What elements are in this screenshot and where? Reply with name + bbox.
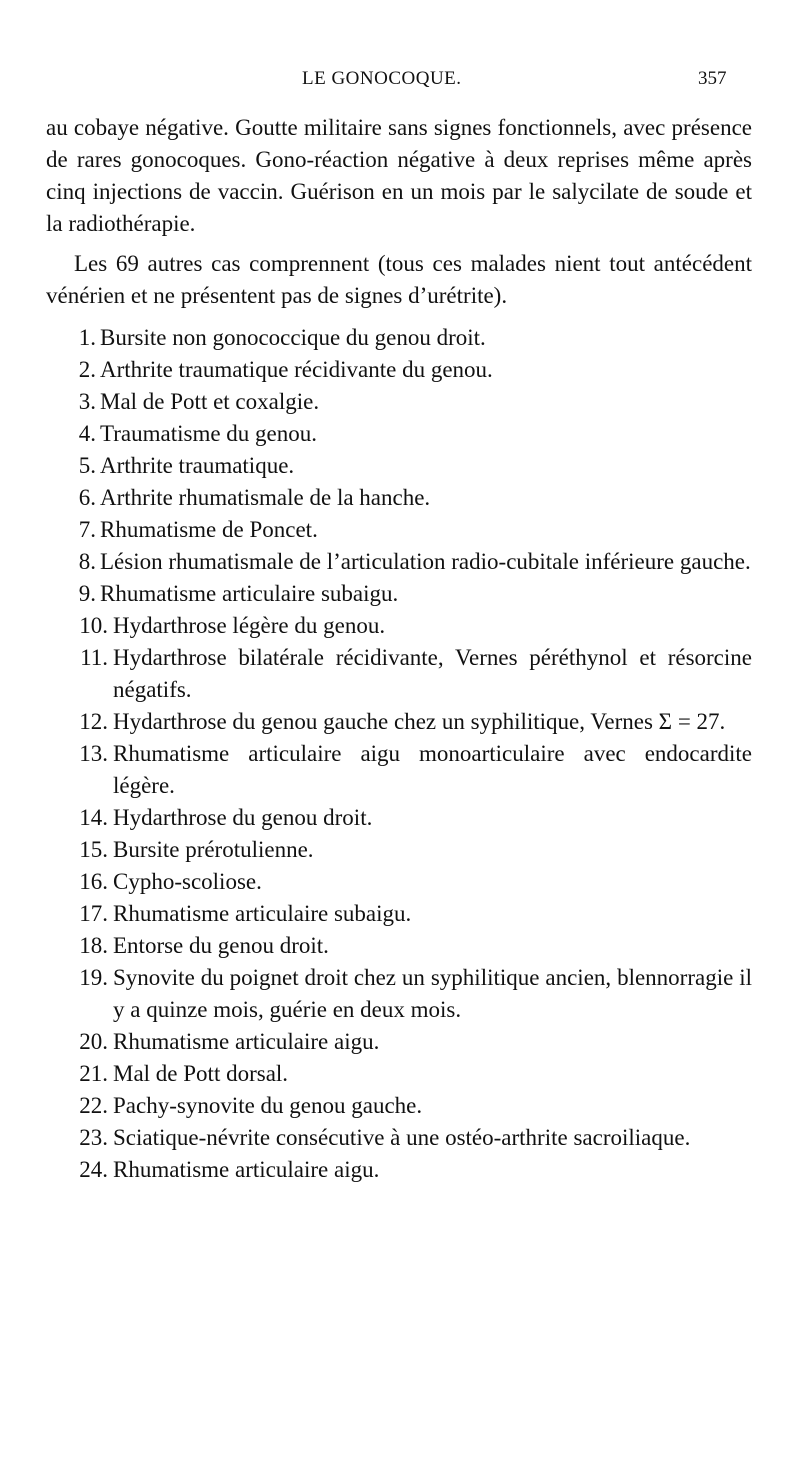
paragraph-intro: Les 69 autres cas comprennent (tous ces malades nient tout antécédent vénérien et ne présentent pas de signes d’urétrite). bbox=[46, 251, 752, 308]
list-item bbox=[46, 706, 752, 738]
list-item bbox=[46, 610, 752, 642]
case-text: Arthrite traumatique. bbox=[100, 453, 295, 478]
list-item bbox=[46, 1122, 752, 1154]
case-text: Traumatisme du genou. bbox=[100, 421, 317, 446]
list-item bbox=[46, 546, 752, 578]
case-text: Sciatique-névrite consécutive à une ostéo-arthrite sacroiliaque. bbox=[113, 1125, 691, 1150]
case-text: Cypho-scoliose. bbox=[113, 869, 262, 894]
case-number: 9. bbox=[78, 581, 96, 606]
case-number: 1. bbox=[78, 325, 96, 350]
case-text: Rhumatisme articulaire subaigu. bbox=[113, 901, 412, 926]
case-number: 3. bbox=[78, 389, 96, 414]
case-number: 20. bbox=[79, 1029, 108, 1054]
case-number: 12. bbox=[79, 709, 108, 734]
case-number: 6. bbox=[78, 485, 96, 510]
case-number: 15. bbox=[79, 837, 108, 862]
case-number: 21. bbox=[79, 1061, 108, 1086]
case-text: Mal de Pott dorsal. bbox=[113, 1061, 289, 1086]
list-item bbox=[46, 514, 752, 546]
case-number: 17. bbox=[79, 901, 108, 926]
case-number: 18. bbox=[79, 933, 108, 958]
list-item bbox=[46, 642, 752, 706]
case-text: Bursite prérotulienne. bbox=[113, 837, 314, 862]
case-text: Mal de Pott et coxalgie. bbox=[100, 389, 320, 414]
paragraph-continuation: au cobaye négative. Goutte militaire sans signes fonctionnels, avec présence de rares gonocoques. Gono-réaction négative à deux reprises même après cinq injections de vaccin. Guérison en un mois par le salycilate de soude et la radiothérapie. bbox=[46, 115, 752, 236]
case-text: Pachy-synovite du genou gauche. bbox=[113, 1093, 423, 1118]
list-item bbox=[46, 866, 752, 898]
case-text: Rhumatisme articulaire subaigu. bbox=[100, 581, 399, 606]
case-text: Hydarthrose légère du genou. bbox=[113, 613, 386, 638]
list-item bbox=[46, 898, 752, 930]
list-item bbox=[46, 738, 752, 802]
list-item bbox=[46, 1058, 752, 1090]
list-item bbox=[46, 450, 752, 482]
case-text: Hydarthrose du genou droit. bbox=[113, 805, 373, 830]
case-number: 23. bbox=[79, 1125, 108, 1150]
case-text: Bursite non gonococcique du genou droit. bbox=[100, 325, 486, 350]
case-text: Rhumatisme de Poncet. bbox=[100, 517, 318, 542]
case-text: Synovite du poignet droit chez un syphilitique ancien, blennorragie il y a quinze mois, guérie en deux mois. bbox=[113, 965, 752, 1022]
case-number: 4. bbox=[78, 421, 96, 446]
list-item bbox=[46, 962, 752, 1026]
case-number: 2. bbox=[78, 357, 96, 382]
list-item bbox=[46, 322, 752, 354]
case-number: 7. bbox=[78, 517, 96, 542]
case-text: Entorse du genou droit. bbox=[113, 933, 329, 958]
page-number: 357 bbox=[698, 68, 727, 89]
case-number: 13. bbox=[79, 741, 108, 766]
case-number: 16. bbox=[79, 869, 108, 894]
list-item bbox=[46, 1026, 752, 1058]
case-text: Lésion rhumatismale de l’articulation radio-cubitale inférieure gauche. bbox=[100, 549, 751, 574]
list-item bbox=[46, 930, 752, 962]
list-item bbox=[46, 802, 752, 834]
case-text: Rhumatisme articulaire aigu monoarticulaire avec endocardite légère. bbox=[113, 741, 752, 798]
running-title: LE GONOCOQUE. bbox=[302, 68, 462, 89]
case-text: Hydarthrose bilatérale récidivante, Vernes péréthynol et résorcine négatifs. bbox=[113, 645, 752, 702]
list-item bbox=[46, 578, 752, 610]
case-text: Arthrite traumatique récidivante du genou. bbox=[100, 357, 493, 382]
case-list bbox=[46, 322, 752, 1186]
case-number: 5. bbox=[78, 453, 96, 478]
case-text: Hydarthrose du genou gauche chez un syphilitique, Vernes Σ = 27. bbox=[113, 709, 726, 734]
list-item bbox=[46, 386, 752, 418]
case-text: Rhumatisme articulaire aigu. bbox=[113, 1157, 380, 1182]
case-number: 8. bbox=[78, 549, 96, 574]
case-number: 22. bbox=[79, 1093, 108, 1118]
list-item bbox=[46, 1154, 752, 1186]
case-text: Arthrite rhumatismale de la hanche. bbox=[100, 485, 431, 510]
case-number: 10. bbox=[79, 613, 108, 638]
case-number: 19. bbox=[79, 965, 108, 990]
case-number: 14. bbox=[79, 805, 108, 830]
list-item bbox=[46, 354, 752, 386]
case-number: 24. bbox=[79, 1157, 108, 1182]
list-item bbox=[46, 482, 752, 514]
list-item bbox=[46, 834, 752, 866]
running-head bbox=[0, 68, 800, 98]
case-text: Rhumatisme articulaire aigu. bbox=[113, 1029, 380, 1054]
list-item bbox=[46, 1090, 752, 1122]
body-text bbox=[46, 112, 752, 312]
case-number: 11. bbox=[80, 645, 108, 670]
list-item bbox=[46, 418, 752, 450]
